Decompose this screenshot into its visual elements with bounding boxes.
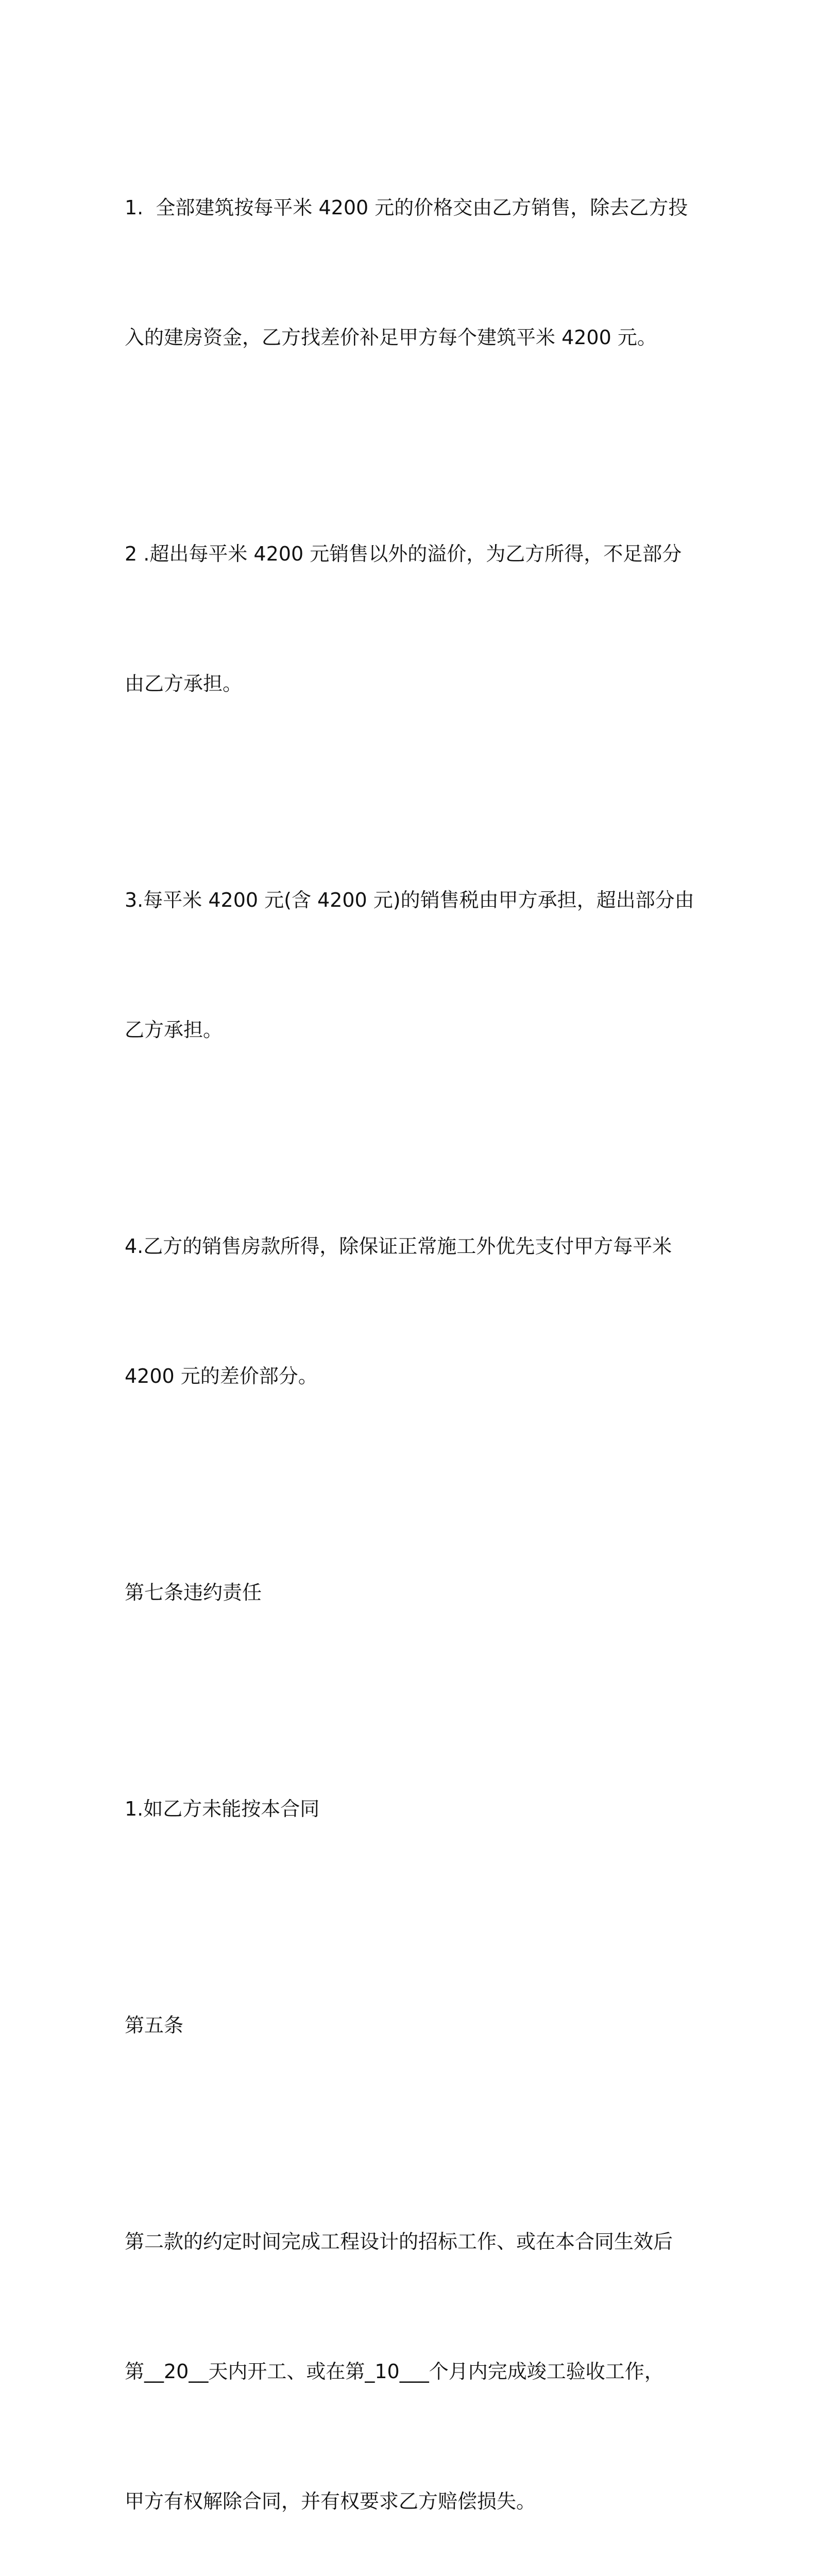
text-line: 甲方有权解除合同，并有权要求乙方赔偿损失。 [125,2490,536,2513]
text-line: 第七条违约责任 [125,1581,262,1604]
text-line: 乙方承担。 [125,1019,223,1041]
clause-paragraph [125,1138,699,1484]
document-body [125,99,699,2576]
section-heading [125,1484,699,1701]
text-line: 1. 全部建筑按每平米 4200 元的价格交由乙方销售，除去乙方投 [125,196,688,219]
text-line: 2 .超出每平米 4200 元销售以外的溢价，为乙方所得，不足部分 [125,543,682,565]
clause-paragraph [125,1701,699,1917]
text-line: 4.乙方的销售房款所得，除保证正常施工外优先支付甲方每平米 [125,1235,672,1258]
text-line: 第五条 [125,2014,184,2037]
clause-paragraph [125,2133,699,2576]
clause-paragraph [125,446,699,792]
clause-paragraph [125,792,699,1138]
clause-paragraph [125,99,699,446]
text-line: 入的建房资金，乙方找差价补足甲方每个建筑平米 4200 元。 [125,326,657,349]
text-line: 第二款的约定时间完成工程设计的招标工作、或在本合同生效后 [125,2230,673,2253]
text-line: 由乙方承担。 [125,672,243,695]
clause-paragraph [125,1917,699,2133]
text-line: 1.如乙方未能按本合同 [125,1798,320,1820]
text-line: 4200 元的差价部分。 [125,1365,318,1387]
text-line: 第__20__天内开工、或在第_10___个月内完成竣工验收工作， [125,2360,664,2383]
text-line: 3.每平米 4200 元(含 4200 元)的销售税由甲方承担，超出部分由 [125,889,694,911]
